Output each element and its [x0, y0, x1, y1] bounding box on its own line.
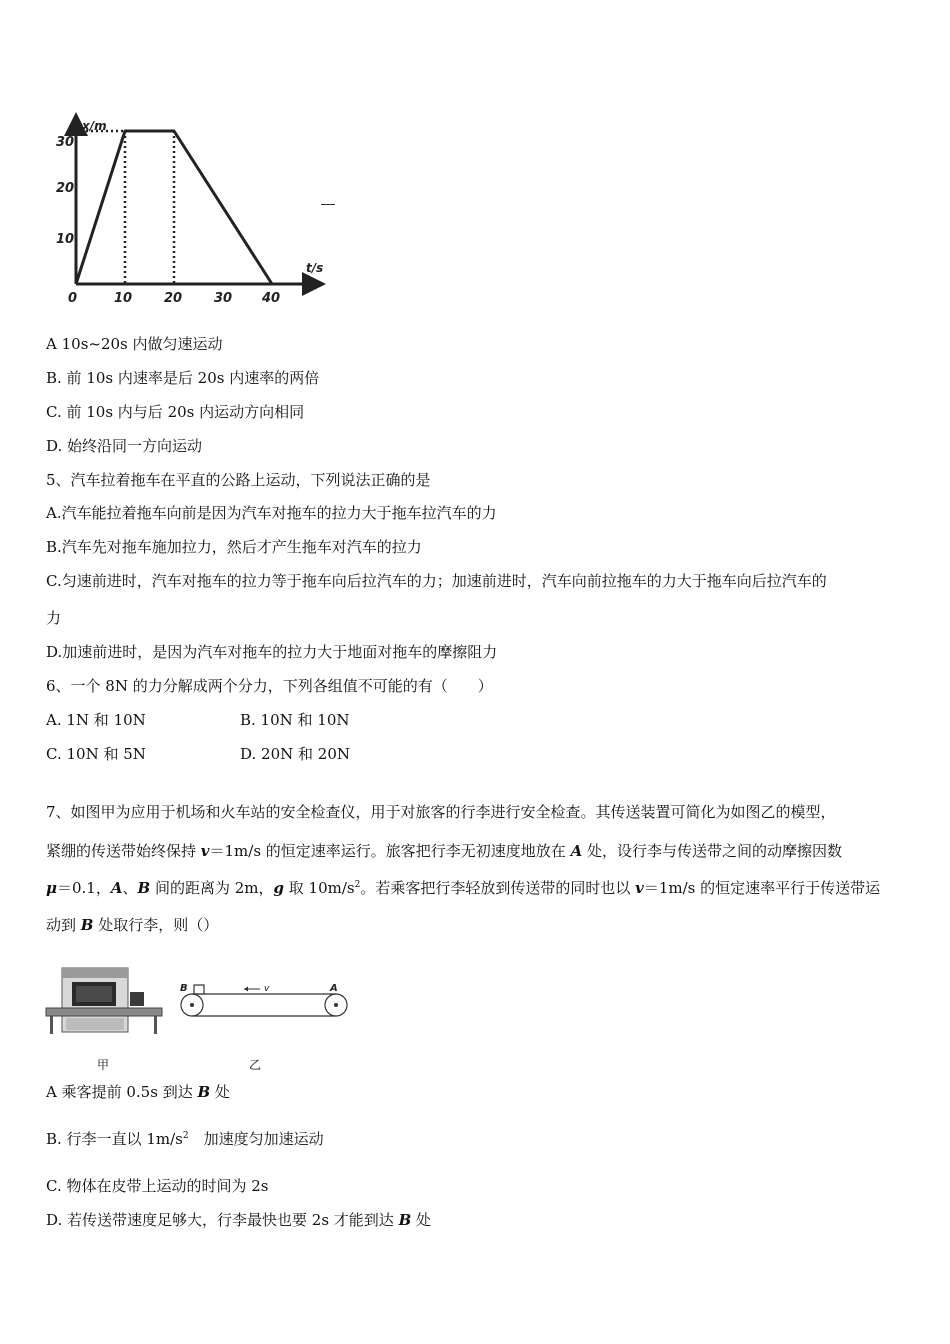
q6-stem: 6、一个 8N 的力分解成两个分力，下列各组值不可能的有（ ）: [46, 677, 493, 695]
figure-label-yi: 乙: [249, 1058, 262, 1072]
y-tick-label: 10: [56, 232, 75, 247]
y-tick-label: 30: [56, 135, 75, 150]
luggage-box: [194, 985, 204, 994]
y-tick-label: 20: [56, 181, 75, 196]
x-tick-label: 30: [214, 291, 233, 306]
q5-option-c-line2: 力: [46, 609, 62, 627]
q7-stem-line1: 7、如图甲为应用于机场和火车站的安全检查仪，用于对旅客的行李进行安全检查。其传送装置可简化为如图乙的模型，: [46, 803, 836, 821]
q7-stem-line3: μ＝0.1，A、B 间的距离为 2m，g 取 $10m/s^2$。若乘客把行李轻放到传送带的同时也以 v＝1m/s 的恒定速率平行于传送带运: [46, 879, 881, 897]
q6-option-b: B. 10N 和 10N: [240, 711, 350, 729]
q7-option-d: D. 若传送带速度足够大，行李最快也要 2s 才能到达 B 处: [46, 1211, 432, 1229]
q7-option-c: C. 物体在皮带上运动的时间为 2s: [46, 1177, 269, 1195]
x-tick-label: 10: [114, 291, 133, 306]
q5-option-d: D.加速前进时，是因为汽车对拖车的拉力大于地面对拖车的摩擦阻力: [46, 643, 498, 661]
x-axis-label: t/s: [306, 261, 324, 275]
x-tick-label: 0: [68, 291, 78, 306]
velocity-label: v: [264, 984, 270, 994]
q7-option-a: A 乘客提前 0.5s 到达 B 处: [46, 1083, 230, 1101]
q5-stem: 5、汽车拉着拖车在平直的公路上运动，下列说法正确的是: [46, 471, 431, 489]
q4-option-b: B. 前 10s 内速率是后 20s 内速率的两倍: [46, 369, 320, 387]
x-tick-label: 20: [164, 291, 183, 306]
q4-option-d: D. 始终沿同一方向运动: [46, 437, 203, 455]
point-B-label: B: [180, 983, 188, 994]
q5-option-b: B.汽车先对拖车施加拉力，然后才产生拖车对汽车的拉力: [46, 538, 422, 556]
q5-option-a: A.汽车能拉着拖车向前是因为汽车对拖车的拉力大于拖车拉汽车的力: [46, 504, 497, 522]
figure-label-jia: 甲: [97, 1058, 110, 1072]
q7-stem-line4: 动到 B 处取行李，则（）: [46, 916, 219, 934]
conveyor-belt-diagram: [178, 976, 348, 1024]
q4-option-a: A 10s~20s 内做匀速运动: [46, 335, 223, 353]
security-scanner-image: [44, 962, 164, 1042]
position-time-graph: [50, 112, 350, 312]
q6-option-c: C. 10N 和 5N: [46, 745, 146, 763]
point-A-label: A: [330, 983, 338, 994]
x-tick-label: 40: [262, 291, 281, 306]
q4-option-c: C. 前 10s 内与后 20s 内运动方向相同: [46, 403, 305, 421]
q5-option-c-line1: C.匀速前进时，汽车对拖车的拉力等于拖车向后拉汽车的力；加速前进时，汽车向前拉拖车的力大于拖车向后拉汽车的: [46, 572, 827, 590]
dotted-guides: [76, 131, 174, 284]
q7-stem-line2: 紧绷的传送带始终保持 v＝1m/s 的恒定速率运行。旅客把行李无初速度地放在 A 处，设行李与传送带之间的动摩擦因数: [46, 842, 842, 860]
stray-dash: [321, 204, 335, 205]
y-axis-label: x/m: [82, 119, 107, 133]
q7-option-b: B. 行李一直以 $1m/s^2$ 加速度匀加速运动: [46, 1130, 324, 1148]
q6-option-d: D. 20N 和 20N: [240, 745, 350, 763]
q6-option-a: A. 1N 和 10N: [46, 711, 146, 729]
